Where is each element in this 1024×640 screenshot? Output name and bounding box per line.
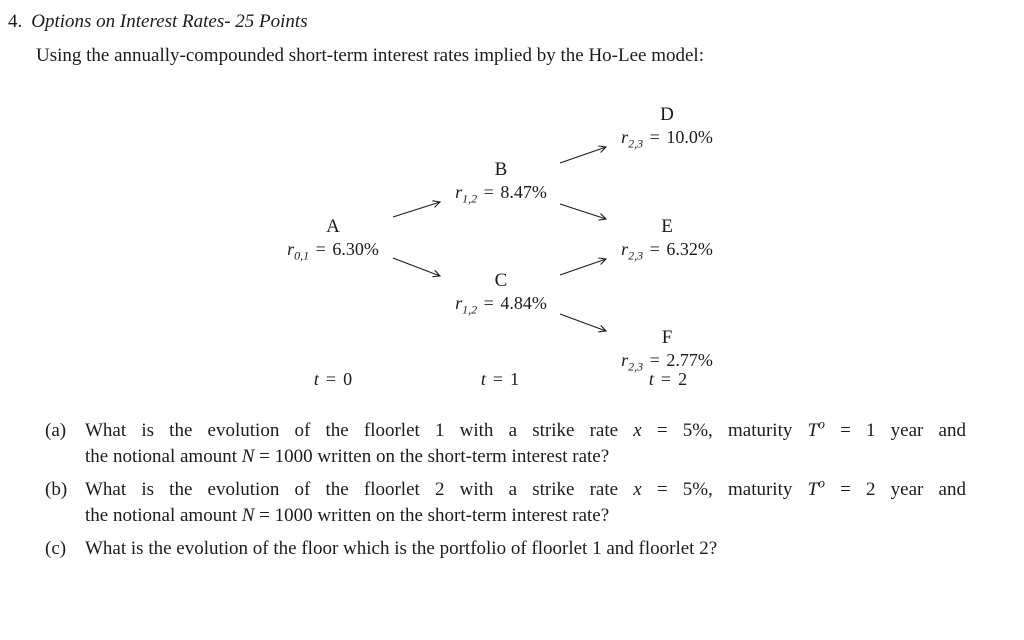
rate-subscript: 2,3 (628, 359, 644, 374)
node-letter: E (661, 216, 673, 237)
question-item-c (45, 536, 966, 562)
question-text-line (85, 536, 966, 562)
node-rate (592, 126, 742, 155)
rate-value: 2.77% (666, 350, 713, 370)
node-letter: D (660, 104, 674, 125)
math-variable: x (633, 479, 642, 500)
rate-value: 8.47% (500, 182, 547, 202)
time-var: t (313, 369, 319, 389)
time-value: 2 (678, 369, 688, 389)
rate-symbol: r (287, 239, 295, 259)
equals-sign: = (492, 369, 504, 389)
math-variable: N (241, 446, 255, 467)
equals-sign: = (649, 350, 660, 370)
time-value: 0 (343, 369, 353, 389)
text-segment: = 1000 written on the short-term interest rate? (254, 446, 610, 467)
question-text-line (85, 477, 966, 503)
time-var: t (480, 369, 486, 389)
rate-symbol: r (621, 239, 629, 259)
time-label-t2 (623, 368, 713, 390)
question-text-line (85, 444, 966, 470)
time-label-t1 (455, 368, 545, 390)
rate-value: 4.84% (500, 293, 547, 313)
node-letter: F (661, 327, 673, 348)
text-segment: = 1 year and (824, 420, 966, 441)
math-variable: x (633, 420, 642, 441)
text-segment: = 5%, maturity (641, 420, 808, 441)
intro-paragraph: Using the annually-compounded short-term interest rates implied by the Ho-Lee model: (36, 45, 704, 66)
rate-value: 10.0% (666, 127, 713, 147)
rate-value: 6.30% (332, 239, 379, 259)
question-label: (c) (45, 538, 67, 559)
equals-sign: = (649, 239, 660, 259)
rate-subscript: 1,2 (462, 191, 478, 206)
tree-node-e (592, 216, 742, 267)
time-var: t (648, 369, 654, 389)
tree-node-a (258, 216, 408, 267)
time-label-t0 (288, 368, 378, 390)
tree-node-c (426, 270, 576, 321)
text-segment: What is the evolution of the floor which is the portfolio of floorlet 1 and floorlet 2? (85, 538, 718, 559)
text-segment: What is the evolution of the floorlet 1 with a strike rate (85, 420, 634, 441)
rate-symbol: r (455, 293, 463, 313)
rate-subscript: 1,2 (462, 302, 478, 317)
node-rate (426, 292, 576, 321)
equals-sign: = (483, 182, 494, 202)
question-label: (a) (45, 420, 67, 441)
node-rate (258, 238, 408, 267)
rate-subscript: 2,3 (628, 248, 644, 263)
text-segment: the notional amount (85, 446, 242, 467)
section-title: Options on Interest Rates- 25 Points (31, 11, 308, 32)
tree-node-d (592, 104, 742, 155)
math-variable: N (241, 505, 255, 526)
question-item-a (45, 418, 966, 470)
equals-sign: = (325, 369, 337, 389)
rate-subscript: 0,1 (294, 248, 310, 263)
tree-node-b (426, 159, 576, 210)
time-value: 1 (510, 369, 520, 389)
equals-sign: = (483, 293, 494, 313)
rate-symbol: r (621, 350, 629, 370)
math-variable: T (807, 479, 819, 500)
question-text-line (85, 503, 966, 529)
math-variable: T (807, 420, 819, 441)
item-number: 4. (8, 11, 23, 32)
math-superscript: o (818, 416, 825, 432)
math-superscript: o (818, 475, 825, 491)
node-letter: A (326, 216, 340, 237)
text-segment: What is the evolution of the floorlet 2 with a strike rate (85, 479, 634, 500)
node-letter: B (494, 159, 508, 180)
node-rate (426, 181, 576, 210)
equals-sign: = (649, 127, 660, 147)
question-text-line (85, 418, 966, 444)
equals-sign: = (315, 239, 326, 259)
text-segment: = 5%, maturity (641, 479, 808, 500)
question-label: (b) (45, 479, 68, 500)
text-segment: the notional amount (85, 505, 242, 526)
node-rate (592, 238, 742, 267)
rate-symbol: r (455, 182, 463, 202)
rate-value: 6.32% (666, 239, 713, 259)
rate-symbol: r (621, 127, 629, 147)
questions-list (45, 418, 966, 569)
equals-sign: = (660, 369, 672, 389)
text-segment: = 1000 written on the short-term interest rate? (254, 505, 610, 526)
text-segment: = 2 year and (824, 479, 966, 500)
rate-subscript: 2,3 (628, 136, 644, 151)
node-letter: C (494, 270, 508, 291)
question-item-b (45, 477, 966, 529)
